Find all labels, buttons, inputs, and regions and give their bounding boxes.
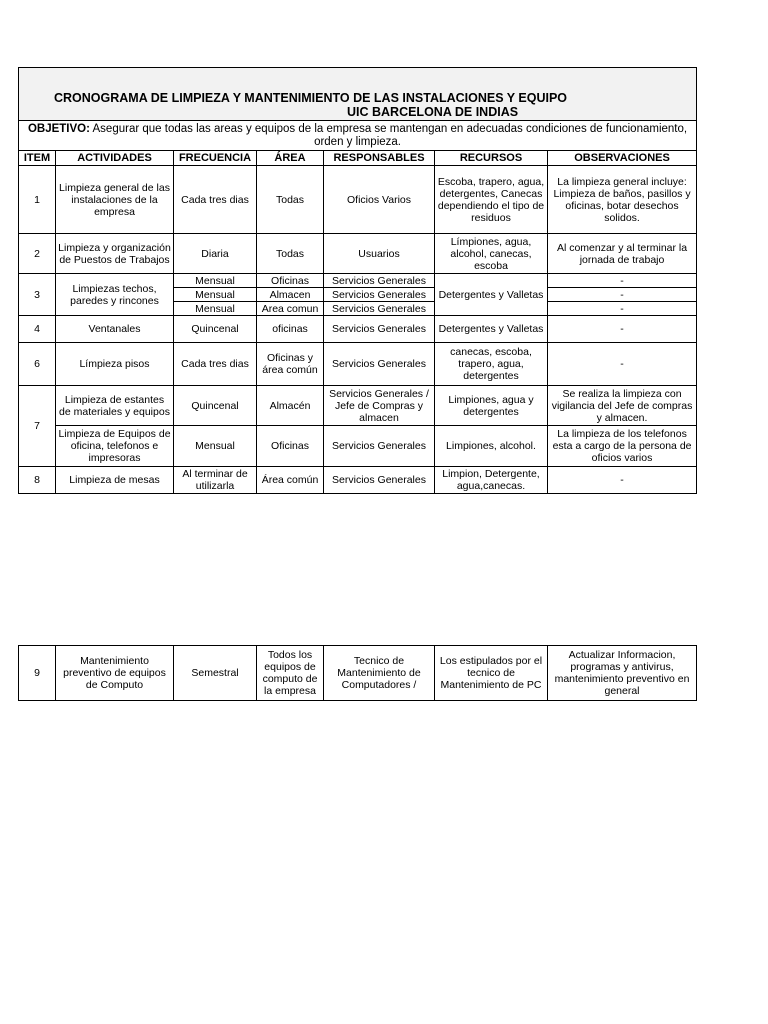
cell-observaciones: La limpieza general incluye: Limpieza de baños, pasillos y oficinas, botar desechos solidos. [548,166,697,234]
table-row [19,274,697,288]
header-actividades: ACTIVIDADES [56,151,174,166]
cell-frecuencia: Mensual [174,274,257,288]
cell-actividad: Ventanales [56,316,174,343]
cell-responsables: Servicios Generales [324,288,435,302]
cell-recursos: Detergentes y Valletas [435,316,548,343]
cell-responsables: Servicios Generales [324,302,435,316]
cell-actividad: Limpieza general de las instalaciones de la empresa [56,166,174,234]
cell-observaciones: Al comenzar y al terminar la jornada de trabajo [548,234,697,274]
cell-responsables: Oficios Varios [324,166,435,234]
cell-actividad: Límpieza pisos [56,343,174,386]
cell-observaciones: - [548,288,697,302]
cell-responsables: Servicios Generales / Jefe de Compras y almacen [324,386,435,426]
cell-observaciones: - [548,302,697,316]
cell-frecuencia: Semestral [174,646,257,701]
cell-frecuencia: Quincenal [174,386,257,426]
header-observaciones: OBSERVACIONES [548,151,697,166]
cell-item: 3 [19,274,56,316]
cell-area: Almacén [257,386,324,426]
cell-item: 8 [19,467,56,494]
cell-frecuencia: Al terminar de utilizarla [174,467,257,494]
cell-responsables: Servicios Generales [324,316,435,343]
objective-text: Asegurar que todas las areas y equipos de la empresa se mantengan en adecuadas condiciones de funcionamiento, orden y limpieza. [92,123,688,148]
header-item: ITEM [19,151,56,166]
cell-observaciones: - [548,467,697,494]
cell-item: 6 [19,343,56,386]
header-recursos: RECURSOS [435,151,548,166]
cell-frecuencia: Cada tres dias [174,343,257,386]
cell-area: Oficinas [257,274,324,288]
cell-actividad: Limpieza de estantes de materiales y equipos [56,386,174,426]
cell-area: Almacen [257,288,324,302]
cell-frecuencia: Cada tres dias [174,166,257,234]
cell-item: 7 [19,386,56,467]
cell-responsables: Servicios Generales [324,343,435,386]
cell-area: Oficinas y área común [257,343,324,386]
cell-item: 1 [19,166,56,234]
cell-frecuencia: Diaria [174,234,257,274]
cell-area: Todas [257,166,324,234]
cell-responsables: Tecnico de Mantenimiento de Computadores / [324,646,435,701]
cell-responsables: Servicios Generales [324,426,435,467]
objective-label: OBJETIVO: [27,123,90,135]
objective-statement [19,121,697,151]
cell-actividad: Limpiezas techos, paredes y rincones [56,274,174,316]
cell-observaciones: Se realiza la limpieza con vigilancia del Jefe de compras y almacen. [548,386,697,426]
cell-area: Area comun [257,302,324,316]
table-row [19,166,697,234]
cell-recursos: Limpiones, alcohol. [435,426,548,467]
cell-item: 4 [19,316,56,343]
header-area: ÁREA [257,151,324,166]
table-row [19,646,697,701]
cell-actividad: Limpieza de mesas [56,467,174,494]
cell-recursos: Los estipulados por el tecnico de Mantenimiento de PC [435,646,548,701]
cell-observaciones: La limpieza de los telefonos esta a cargo de la persona de oficios varios [548,426,697,467]
cell-frecuencia: Mensual [174,426,257,467]
cell-observaciones: - [548,316,697,343]
cell-recursos: Limpiones, agua y detergentes [435,386,548,426]
cell-recursos: Limpion, Detergente, agua,canecas. [435,467,548,494]
cell-area: Todos los equipos de computo de la empresa [257,646,324,701]
cell-area: oficinas [257,316,324,343]
table-row [19,316,697,343]
cell-actividad: Limpieza y organización de Puestos de Trabajos [56,234,174,274]
header-row [19,151,697,166]
table-row [19,386,697,426]
header-responsables: RESPONSABLES [324,151,435,166]
cell-observaciones: Actualizar Informacion, programas y antivirus, mantenimiento preventivo en general [548,646,697,701]
cell-recursos: canecas, escoba, trapero, agua, detergentes [435,343,548,386]
cell-item: 9 [19,646,56,701]
title-line-2: UIC BARCELONA DE INDIAS [346,105,519,119]
title-line-1: CRONOGRAMA DE LIMPIEZA Y MANTENIMIENTO DE LAS INSTALACIONES Y EQUIPO [54,91,568,105]
cell-responsables: Servicios Generales [324,467,435,494]
cell-actividad: Limpieza de Equipos de oficina, telefonos e impresoras [56,426,174,467]
schedule-table [18,67,697,494]
cell-responsables: Servicios Generales [324,274,435,288]
cell-responsables: Usuarios [324,234,435,274]
cell-observaciones: - [548,274,697,288]
cell-observaciones: - [548,343,697,386]
cell-recursos: Detergentes y Valletas [435,274,548,316]
cell-frecuencia: Mensual [174,288,257,302]
cell-frecuencia: Quincenal [174,316,257,343]
table-row [19,343,697,386]
table-row [19,467,697,494]
cell-area: Oficinas [257,426,324,467]
cell-item: 2 [19,234,56,274]
cell-actividad: Mantenimiento preventivo de equipos de Computo [56,646,174,701]
document-title [19,68,697,121]
table-row [19,426,697,467]
cell-recursos: Límpiones, agua, alcohol, canecas, escoba [435,234,548,274]
cell-area: Área común [257,467,324,494]
cell-area: Todas [257,234,324,274]
table-row [19,234,697,274]
maintenance-table [18,645,697,701]
cell-frecuencia: Mensual [174,302,257,316]
header-frecuencia: FRECUENCIA [174,151,257,166]
cell-recursos: Escoba, trapero, agua, detergentes, Canecas dependiendo el tipo de residuos [435,166,548,234]
